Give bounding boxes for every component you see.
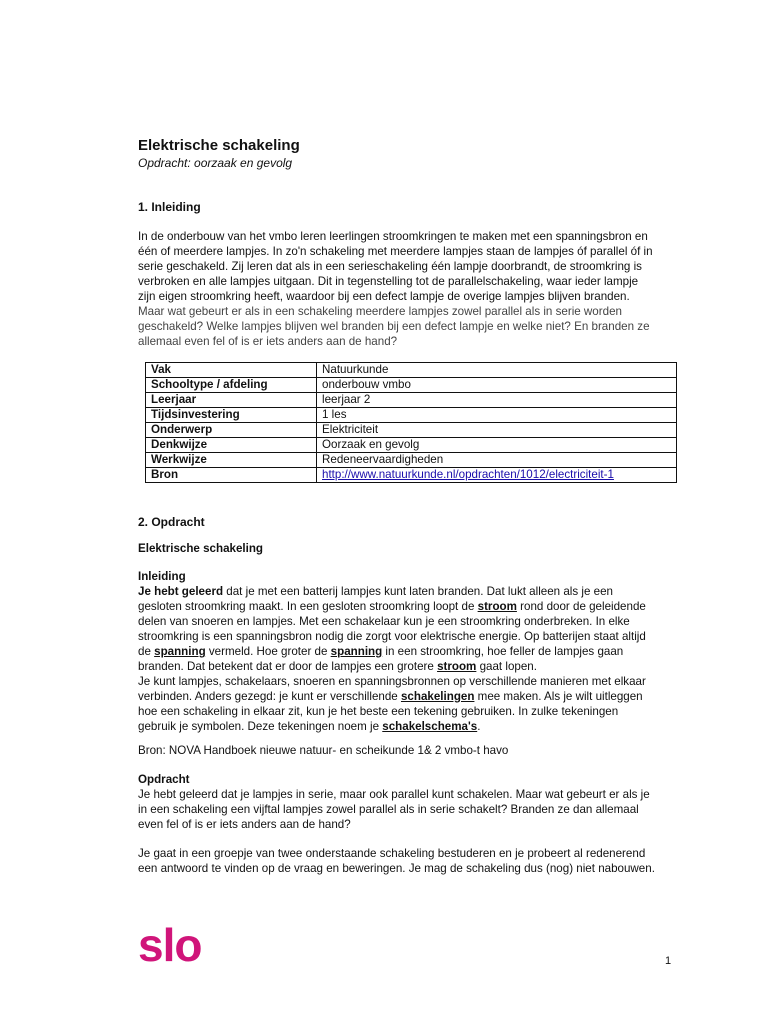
intro-paragraph <box>138 229 658 349</box>
table-row <box>146 408 677 423</box>
document-subtitle: Opdracht: oorzaak en gevolg <box>138 156 293 170</box>
table-key: Onderwerp <box>146 423 317 438</box>
table-row <box>146 378 677 393</box>
opdracht-label: Opdracht <box>138 773 190 786</box>
document-title: Elektrische schakeling <box>138 137 300 154</box>
table-key: Tijdsinvestering <box>146 408 317 423</box>
table-value: Natuurkunde <box>317 363 677 378</box>
table-key: Bron <box>146 468 317 483</box>
table-key: Leerjaar <box>146 393 317 408</box>
keyword-stroom: stroom <box>437 660 477 673</box>
inleiding-text: in een stroomkring, hoe feller de lampjes gaan branden. Dat betekent dat er door de lampjes een grotere <box>138 645 624 673</box>
keyword-stroom: stroom <box>477 600 517 613</box>
table-value: 1 les <box>317 408 677 423</box>
keyword-spanning: spanning <box>154 645 206 658</box>
keyword-schakelingen: schakelingen <box>400 690 475 703</box>
intro-text-a: In de onderbouw van het vmbo leren leerlingen stroomkringen te maken met een spanningsbron en één of meerdere lampjes. In zo'n schakeling met meerdere lampjes staan de lampjes óf parallel óf in serie geschakeld. Zij leren dat als in een serieschakeling één lampje doorbrandt, de stroomkring is verbroken en alle lampjes uitgaan. Dit in tegenstelling tot de parallelschakeling, waar ieder lampje zijn eigen stroomkring heeft, waardoor bij een defect lampje de overige lampjes blijven branden. <box>138 230 653 303</box>
inleiding-label: Inleiding <box>138 570 186 583</box>
table-value: leerjaar 2 <box>317 393 677 408</box>
table-value: Elektriciteit <box>317 423 677 438</box>
table-key: Werkwijze <box>146 453 317 468</box>
table-row <box>146 438 677 453</box>
intro-text-b: Maar wat gebeurt er als in een schakeling meerdere lampjes zowel parallel als in serie worden geschakeld? Welke lampjes blijven wel branden bij een defect lampje en welke niet? En branden ze allemaal even fel of is er iets anders aan de hand? <box>138 305 650 348</box>
inleiding-text: Je kunt lampjes, schakelaars, snoeren en spanningsbronnen op verschillende manieren met elkaar verbinden. Anders gezegd: je kunt er verschillende <box>138 675 646 703</box>
table-row <box>146 393 677 408</box>
keyword-schakelschemas: schakelschema's <box>382 720 478 733</box>
table-row <box>146 453 677 468</box>
section2-heading: 2. Opdracht <box>138 515 205 529</box>
table-value <box>317 468 677 483</box>
table-key: Schooltype / afdeling <box>146 378 317 393</box>
section2-subheading: Elektrische schakeling <box>138 542 264 555</box>
inleiding-text: mee maken. Als je wilt uitleggen hoe een schakeling in elkaar zit, kun je het beste een tekening gebruiken. In zulke tekeningen gebruik je symbolen. Deze tekeningen noem je <box>138 690 643 733</box>
section1-heading: 1. Inleiding <box>138 200 201 214</box>
source-citation: Bron: NOVA Handboek nieuwe natuur- en scheikunde 1& 2 vmbo-t havo <box>138 744 509 757</box>
keyword-spanning: spanning <box>330 645 383 658</box>
inleiding-text: vermeld. Hoe groter de <box>205 645 331 658</box>
inleiding-text: gaat lopen. <box>476 660 537 673</box>
source-link[interactable]: http://www.natuurkunde.nl/opdrachten/1012/electriciteit-1 <box>322 468 614 481</box>
table-row <box>146 423 677 438</box>
page-number: 1 <box>665 955 672 967</box>
inleiding-text: dat je met een batterij lampjes kunt laten branden. Dat lukt alleen als je een gesloten stroomkring maakt. In een gesloten stroomkring loopt de <box>138 585 613 613</box>
table-value: Oorzaak en gevolg <box>317 438 677 453</box>
table-key: Denkwijze <box>146 438 317 453</box>
inleiding-lead: Je hebt geleerd <box>138 585 224 598</box>
table-key: Vak <box>146 363 317 378</box>
inleiding-text: rond door de geleidende delen van snoeren en lampjes. Met een schakelaar kun je een stroomkring onderbreken. In elke stroomkring is een spanningsbron nodig die zorgt voor elektrische energie. Op batterijen staat altijd de <box>138 600 646 658</box>
inleiding-block <box>138 569 658 734</box>
table-row <box>146 363 677 378</box>
table-row <box>146 468 677 483</box>
table-value: onderbouw vmbo <box>317 378 677 393</box>
opdracht-text: Je hebt geleerd dat je lampjes in serie, maar ook parallel kunt schakelen. Maar wat gebeurt er als je in een schakeling een vijftal lampjes zowel parallel als in serie schakelt? Branden ze dan allemaal even fel of is er iets anders aan de hand? <box>138 788 650 831</box>
table-value: Redeneervaardigheden <box>317 453 677 468</box>
slo-logo: slo <box>138 919 202 971</box>
opdracht-block <box>138 772 658 832</box>
inleiding-text: . <box>477 720 481 733</box>
final-paragraph: Je gaat in een groepje van twee onderstaande schakeling bestuderen en je probeert al redenerend een antwoord te vinden op de vraag en beweringen. Je mag de schakeling dus (nog) niet nabouwen. <box>138 847 655 875</box>
metadata-table <box>145 362 677 483</box>
